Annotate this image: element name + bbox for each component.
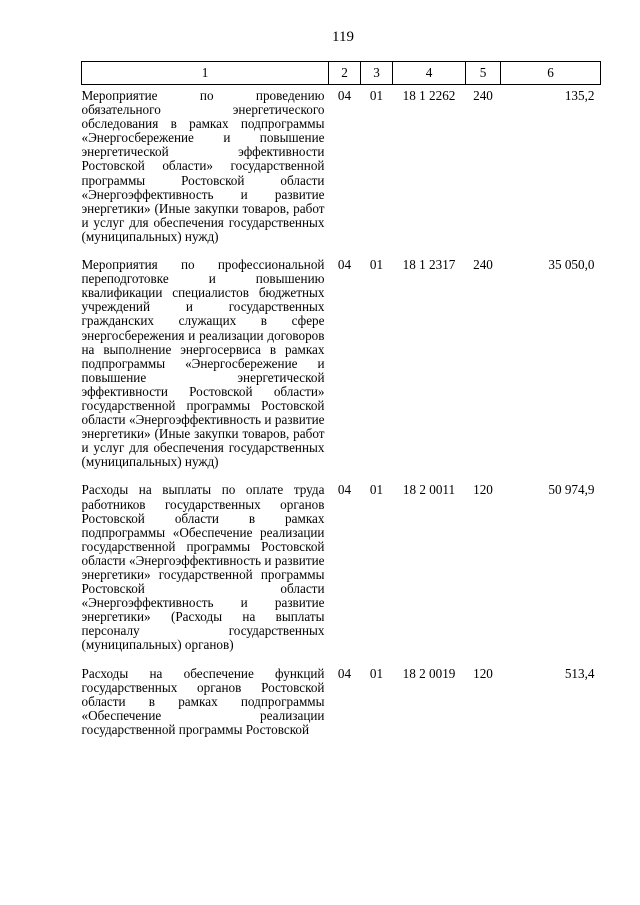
header-cell-4: 4 [393, 62, 466, 85]
row-description: Расходы на выплаты по оплате труда работников государственных органов Ростовской области в рамках подпрограммы «Обеспечение реализации государственной программы Ростовской области «Энергоэффективность и развитие энергетики» государственной программы Ростовской области «Энергоэффективность и развитие энергетики» (Расходы на выплаты персоналу государственных (муниципальных) органов) [81, 482, 325, 653]
row-expense-type: 240 [473, 88, 493, 103]
row-expense-type: 240 [473, 257, 493, 273]
row-subsection-code: 01 [369, 257, 384, 273]
table-row [82, 479, 601, 662]
header-cell-6: 6 [501, 62, 601, 85]
row-subsection-code: 01 [369, 88, 384, 103]
row-subsection-code: 01 [369, 482, 384, 498]
row-description: Мероприятие по проведению обязательного энергетического обследования в рамках подпрограммы «Энергосбережение и повышение энергетической эффективности Ростовской области» государственной программы Ростовской области «Энергоэффективность и развитие энергетики» (Иные закупки товаров, работ и услуг для обеспечения государственных (муниципальных) нужд) [81, 88, 325, 244]
row-target-article: 18 2 0011 [402, 482, 456, 498]
row-section-code: 04 [337, 482, 352, 498]
row-amount: 50 974,9 [548, 482, 595, 498]
row-amount: 135,2 [564, 88, 595, 103]
row-section-code: 04 [337, 88, 352, 103]
row-section-code: 04 [337, 665, 352, 681]
row-target-article: 18 2 0019 [402, 665, 456, 681]
table-row [82, 254, 601, 479]
table-body [82, 85, 601, 748]
row-target-article: 18 1 2317 [402, 257, 456, 273]
table-row [82, 85, 601, 255]
header-cell-3: 3 [361, 62, 393, 85]
row-expense-type: 120 [473, 482, 493, 498]
page-number: 119 [332, 29, 354, 45]
table-header [82, 62, 601, 85]
header-cell-1: 1 [82, 62, 329, 85]
row-target-article: 18 1 2262 [402, 88, 456, 103]
row-subsection-code: 01 [369, 665, 384, 681]
row-amount: 513,4 [564, 665, 595, 681]
header-cell-2: 2 [329, 62, 361, 85]
row-description: Мероприятия по профессиональной переподготовке и повышению квалификации специалистов бюджетных учреждений и государственных гражданских служащих в сфере энергосбережения и реализации договоров на выполнение энергосервиса в рамках подпрограммы «Энергосбережение и повышение энергетической эффективности Ростовской области» государственной программы Ростовской области «Энергоэффективность и развитие энергетики» (Иные закупки товаров, работ и услуг для обеспечения государственных (муниципальных) нужд) [81, 257, 325, 470]
header-cell-5: 5 [466, 62, 501, 85]
header-row [82, 62, 601, 85]
row-amount: 35 050,0 [548, 257, 595, 273]
row-expense-type: 120 [473, 665, 493, 681]
table-row [82, 663, 601, 747]
row-section-code: 04 [337, 257, 352, 273]
row-description: Расходы на обеспечение функций государственных органов Ростовской области в рамках подпрограммы «Обеспечение реализации государственной программы Ростовской [81, 665, 325, 737]
budget-table [81, 61, 601, 747]
